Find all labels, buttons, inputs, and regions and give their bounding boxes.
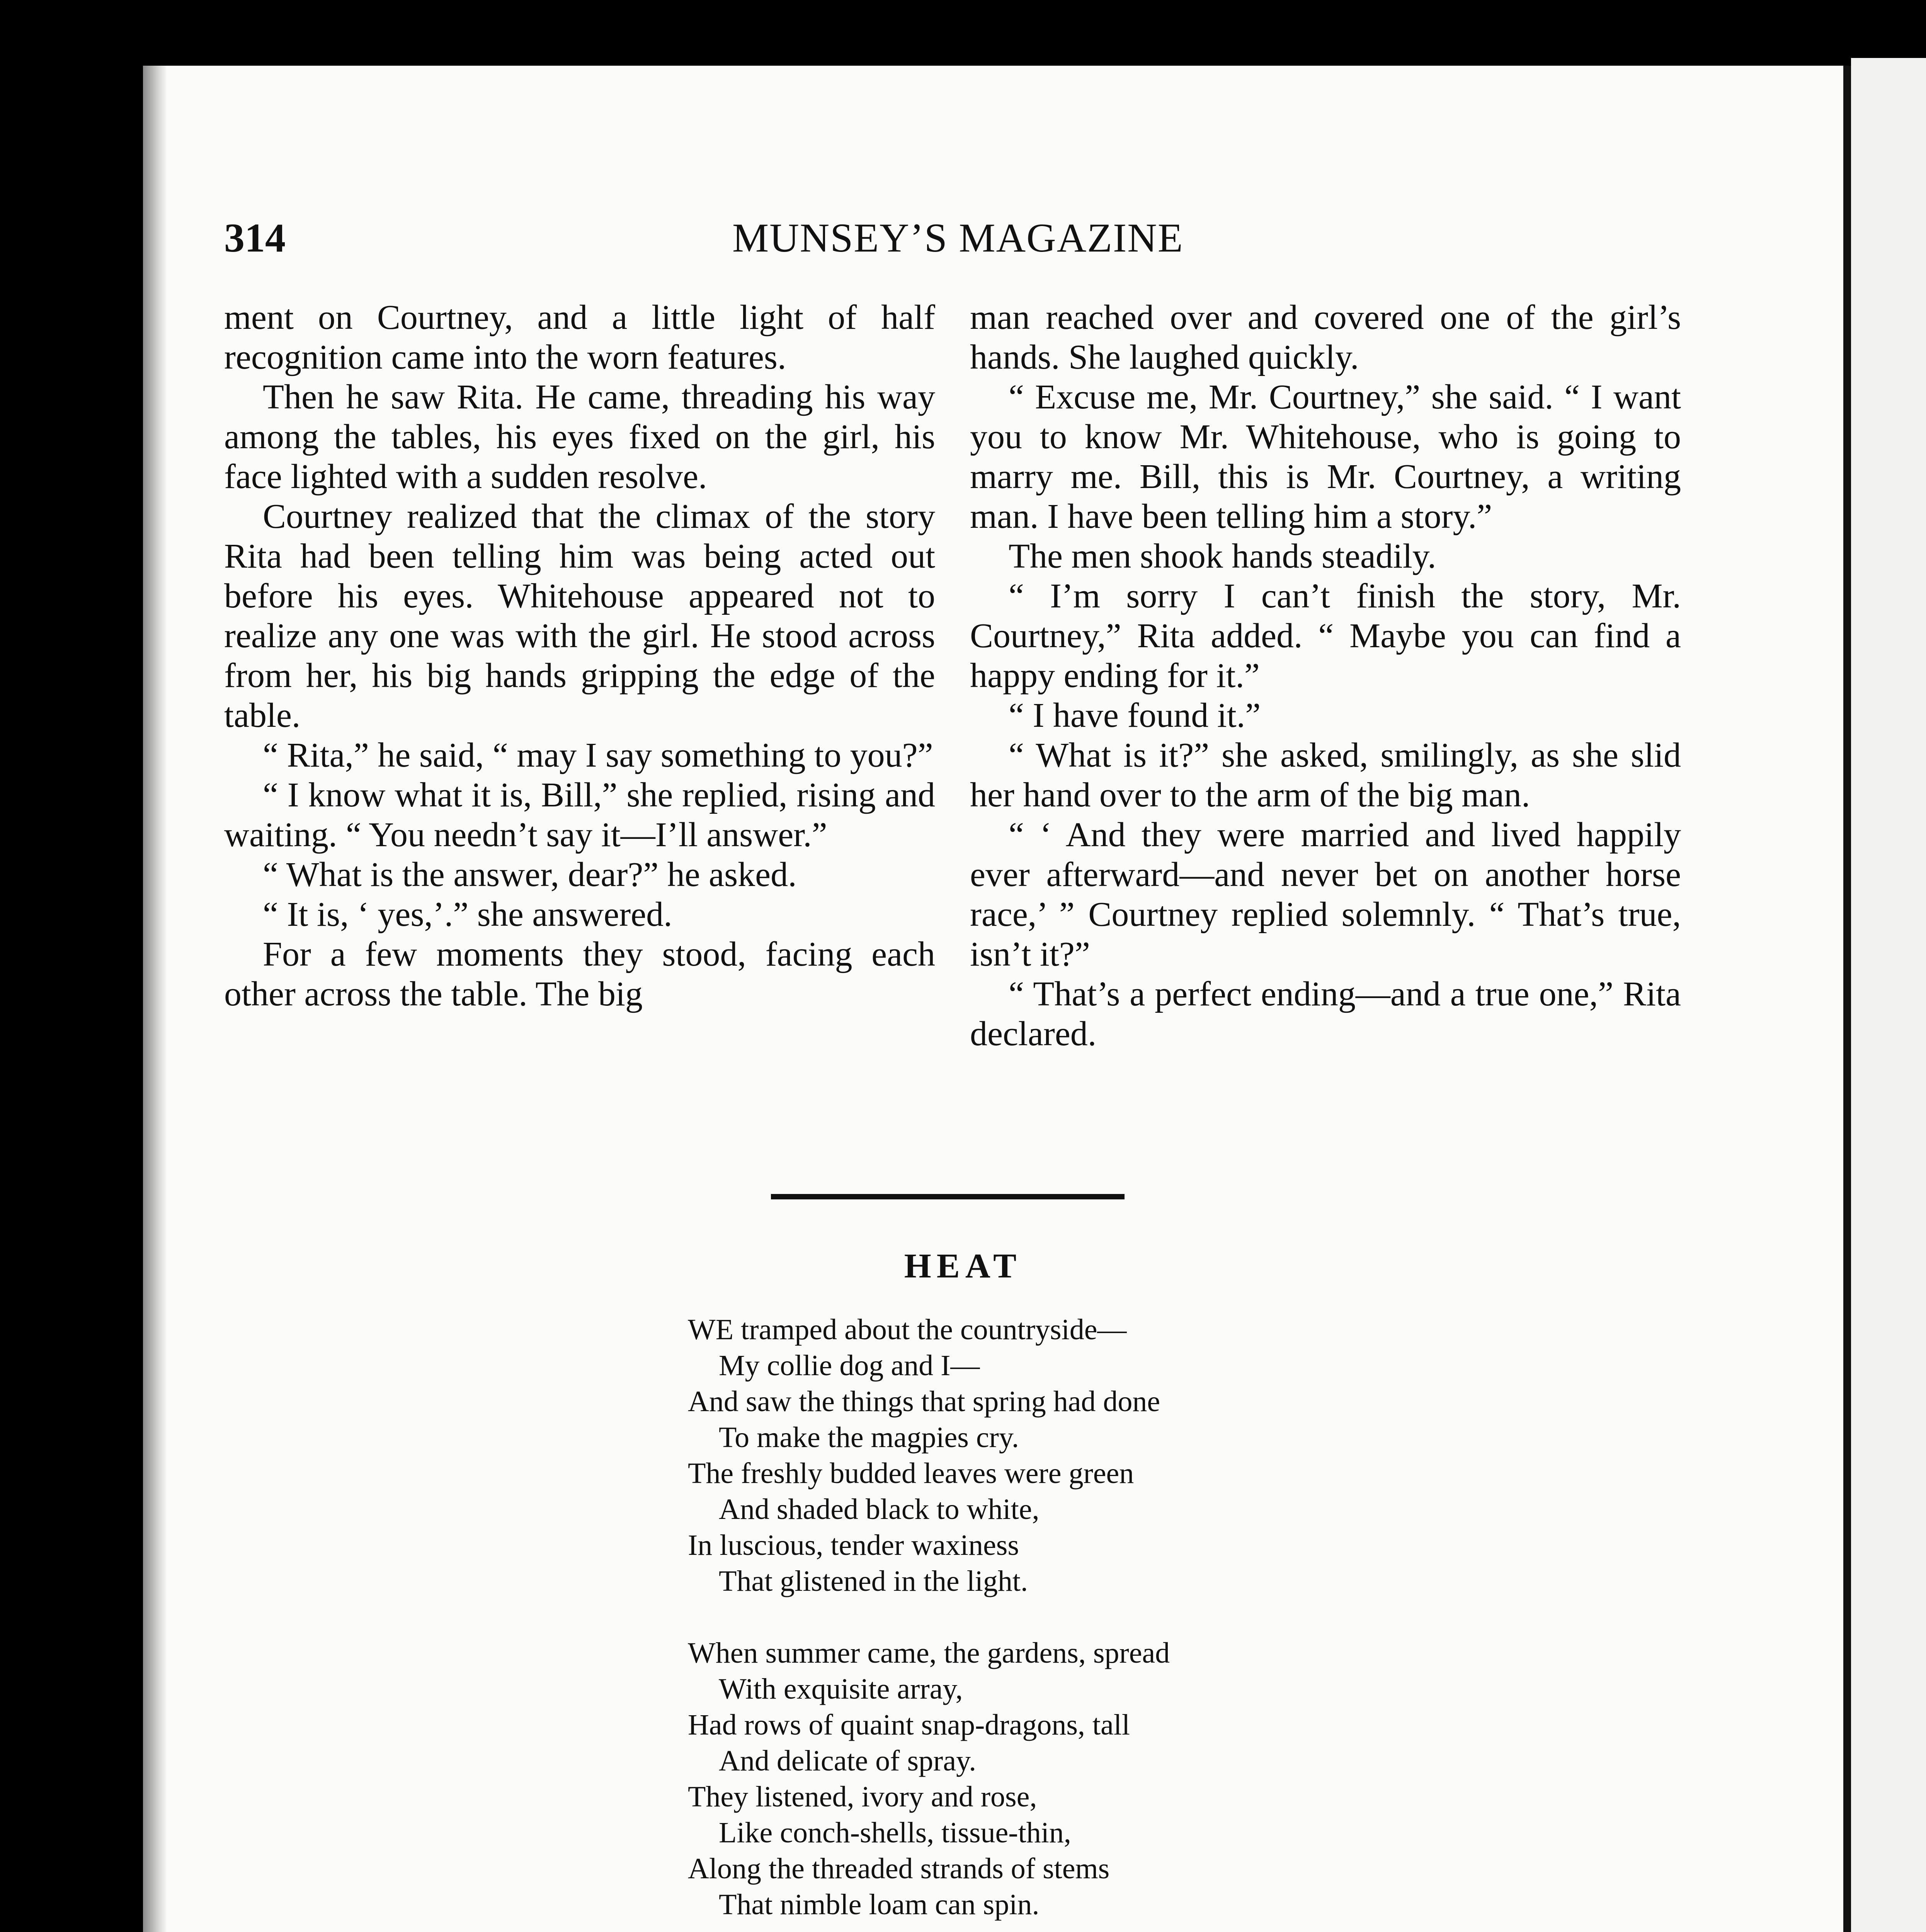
poem-line: That nimble loam can spin. xyxy=(719,1888,1040,1921)
paragraph: “ ‘ And they were married and lived happily ever afterward—and never bet on another horse race,’ ” Courtney replied solemnly. “ That’s true, isn’t it?” xyxy=(970,816,1681,973)
poem-line: Like conch-shells, tissue-thin, xyxy=(719,1816,1071,1849)
paragraph: “ I have found it.” xyxy=(1009,696,1261,735)
paragraph: “ It is, ‘ yes,’.” she answered. xyxy=(263,895,672,934)
text-column-left xyxy=(224,298,935,1014)
poem-line: They listened, ivory and rose, xyxy=(688,1781,1037,1813)
paragraph: “ What is it?” she asked, smilingly, as she slid her hand over to the arm of the big man. xyxy=(970,736,1681,814)
paragraph: Courtney realized that the climax of the story Rita had been telling him was being acted out before his eyes. Whitehouse appeared not to realize any one was with the girl. He stood across from her, his big hands gripping the edge of the table. xyxy=(224,497,935,735)
running-head: MUNSEY’S MAGAZINE xyxy=(732,215,1184,260)
text-column-right xyxy=(970,298,1681,1054)
paragraph: “ I know what it is, Bill,” she replied, rising and waiting. “ You needn’t say it—I’ll answer.” xyxy=(224,776,935,854)
poem-line: Along the threaded strands of stems xyxy=(688,1852,1110,1885)
poem-line: And saw the things that spring had done xyxy=(688,1385,1160,1418)
paragraph: “ Rita,” he said, “ may I say something to you?” xyxy=(263,736,933,774)
paragraph: “ That’s a perfect ending—and a true one,” Rita declared. xyxy=(970,975,1681,1053)
page-number: 314 xyxy=(224,215,286,260)
poem-line: When summer came, the gardens, spread xyxy=(688,1637,1170,1669)
poem-body xyxy=(688,1312,1204,1932)
poem-line: WE tramped about the countryside— xyxy=(688,1313,1127,1346)
paragraph: Then he saw Rita. He came, threading his way among the tables, his eyes fixed on the girl, his face lighted with a sudden resolve. xyxy=(224,378,935,496)
poem-line: That glistened in the light. xyxy=(719,1565,1028,1597)
poem-line: The freshly budded leaves were green xyxy=(688,1457,1134,1490)
poem-line: With exquisite array, xyxy=(719,1673,963,1705)
poem-line: My collie dog and I— xyxy=(719,1349,980,1382)
poem-stanza xyxy=(688,1635,1204,1923)
paragraph: “ Excuse me, Mr. Courtney,” she said. “ I want you to know Mr. Whitehouse, who is going to marry me. Bill, this is Mr. Courtney, a writing man. I have been telling him a story.” xyxy=(970,378,1681,536)
page-left-edge xyxy=(143,66,166,1932)
poem-line: In luscious, tender waxiness xyxy=(688,1529,1019,1561)
poem-line: To make the magpies cry. xyxy=(719,1421,1019,1454)
poem-line: And shaded black to white, xyxy=(719,1493,1040,1526)
poem-line: Had rows of quaint snap-dragons, tall xyxy=(688,1709,1130,1741)
paragraph: “ What is the answer, dear?” he asked. xyxy=(263,855,797,894)
paragraph: For a few moments they stood, facing each other across the table. The big xyxy=(224,935,935,1013)
poem-title: HEAT xyxy=(904,1247,1022,1285)
poem-stanza xyxy=(688,1312,1204,1599)
paragraph: “ I’m sorry I can’t finish the story, Mr. Courtney,” Rita added. “ Maybe you can find a happy ending for it.” xyxy=(970,577,1681,695)
adjacent-page-edge xyxy=(1851,58,1926,1932)
section-divider xyxy=(771,1194,1125,1199)
poem-line: And delicate of spray. xyxy=(719,1745,977,1777)
paragraph: man reached over and covered one of the girl’s hands. She laughed quickly. xyxy=(970,298,1681,376)
paragraph: The men shook hands steadily. xyxy=(1009,537,1436,575)
paragraph: ment on Courtney, and a little light of half recognition came into the worn features. xyxy=(224,298,935,376)
